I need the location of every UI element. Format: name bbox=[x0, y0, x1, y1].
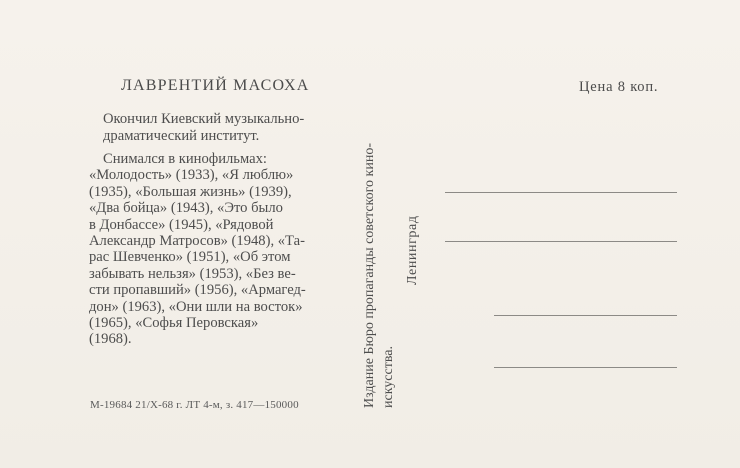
filmography-line: (1968). bbox=[89, 331, 132, 348]
bio-line: драматический институт. bbox=[103, 127, 260, 144]
bio-line: Окончил Киевский музыкально- bbox=[103, 111, 305, 127]
filmography-text bbox=[89, 151, 347, 348]
address-line bbox=[445, 192, 677, 193]
print-imprint: М-19684 21/Х-68 г. ЛТ 4-м, з. 417—150000 bbox=[90, 399, 299, 411]
filmography-line: «Молодость» (1933), «Я люблю» bbox=[89, 167, 294, 184]
publisher-line: Издание Бюро пропаганды советского кино- bbox=[362, 143, 377, 408]
filmography-line: в Донбассе» (1945), «Рядовой bbox=[89, 216, 274, 233]
filmography-line: сти пропавший» (1956), «Армагед- bbox=[89, 282, 306, 299]
filmography-line: (1935), «Большая жизнь» (1939), bbox=[89, 183, 292, 200]
address-line bbox=[494, 315, 677, 316]
filmography-heading: Снимался в кинофильмах: bbox=[103, 151, 267, 167]
publisher-text bbox=[360, 143, 398, 408]
filmography-line: рас Шевченко» (1951), «Об этом bbox=[89, 249, 291, 266]
actor-name-title: ЛАВРЕНТИЙ МАСОХА bbox=[121, 77, 310, 94]
publisher-line: искусства. bbox=[381, 346, 396, 408]
filmography-line: дон» (1963), «Они шли на восток» bbox=[89, 298, 303, 315]
filmography-line: (1965), «Софья Перовская» bbox=[89, 315, 259, 332]
address-line bbox=[494, 367, 677, 368]
filmography-line: Александр Матросов» (1948), «Та- bbox=[89, 233, 305, 250]
education-text bbox=[103, 111, 347, 144]
price-label: Цена 8 коп. bbox=[579, 79, 659, 95]
filmography-line: забывать нельзя» (1953), «Без ве- bbox=[89, 265, 296, 282]
filmography-line: «Два бойца» (1943), «Это было bbox=[89, 200, 283, 217]
city-text: Ленинград bbox=[405, 215, 420, 285]
address-line bbox=[445, 241, 677, 242]
